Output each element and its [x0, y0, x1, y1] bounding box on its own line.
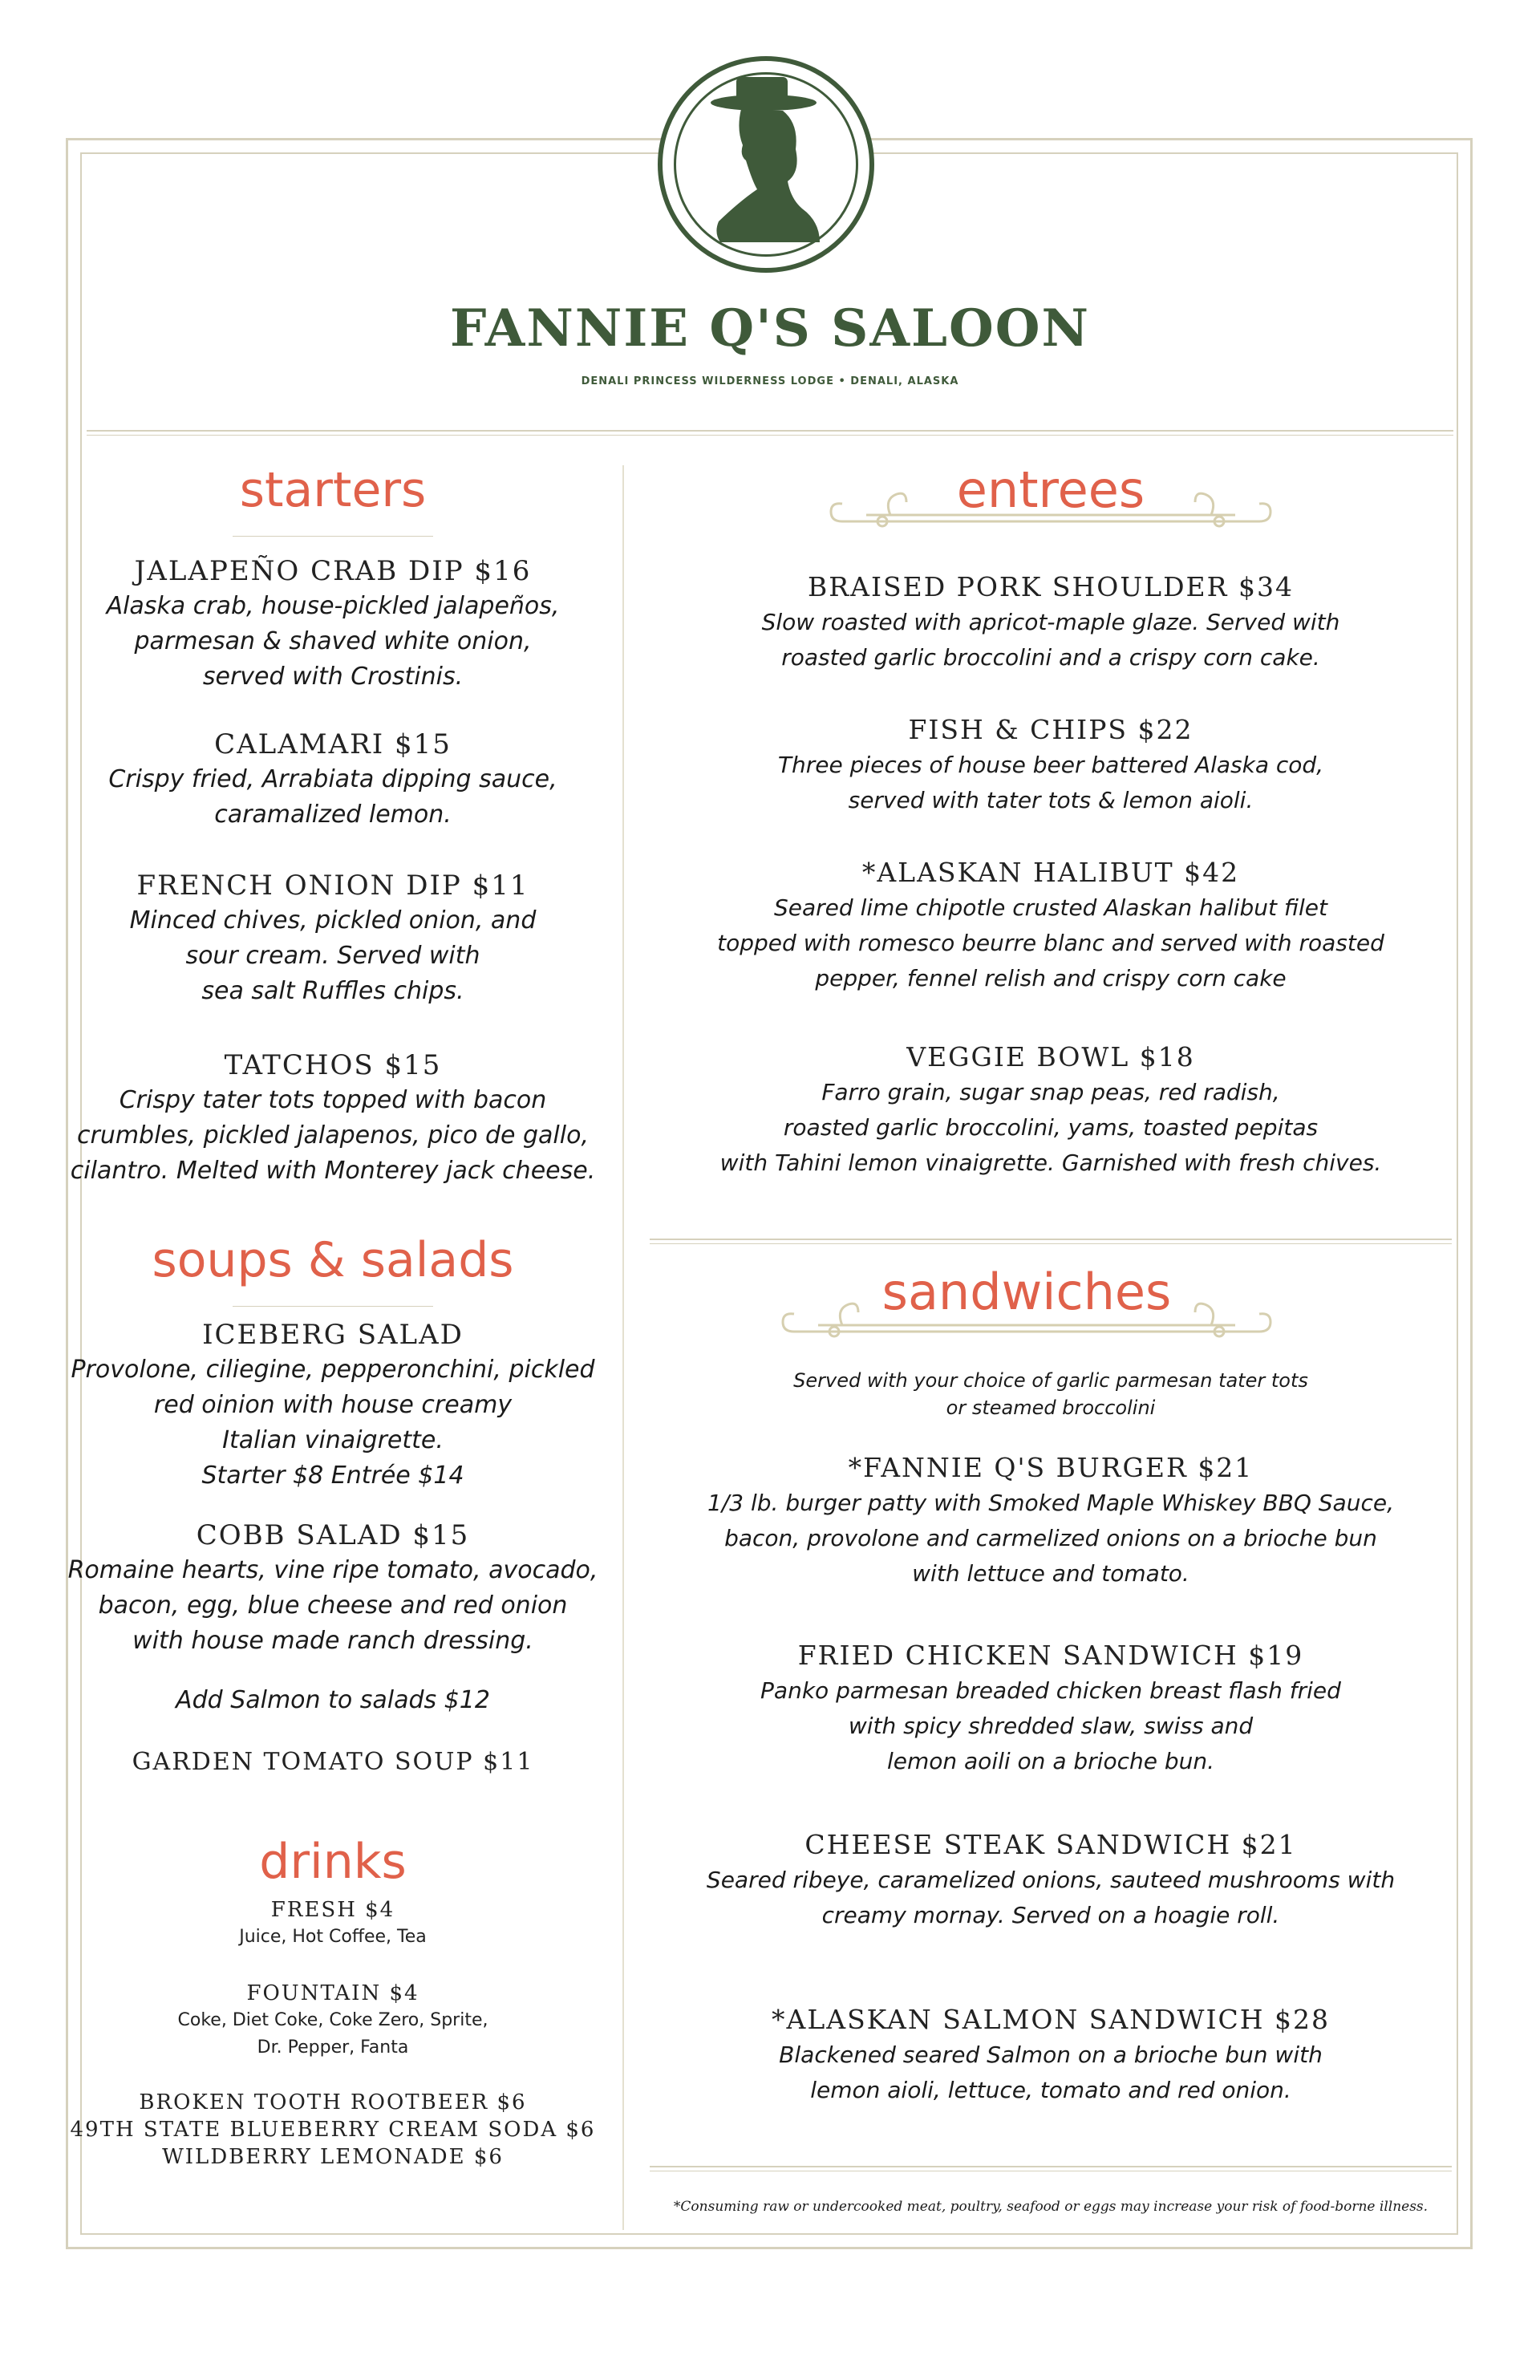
item-name: FOUNTAIN $4	[246, 1981, 419, 2005]
menu-item-veggie-bowl	[634, 1040, 1468, 1181]
item-desc: Italian vinaigrette.	[222, 1426, 444, 1454]
item-desc: with Tahini lemon vinaigrette. Garnished with fresh chives.	[719, 1149, 1382, 1176]
item-desc: crumbles, pickled jalapenos, pico de gallo,	[76, 1121, 589, 1149]
item-desc: lemon aioli, lettuce, tomato and red onion.	[810, 2077, 1291, 2103]
item-desc: Three pieces of house beer battered Alaska cod,	[777, 752, 1324, 778]
drink-special: BROKEN TOOTH ROOTBEER $6	[139, 2090, 527, 2114]
menu-item-braised-pork-shoulder	[634, 570, 1468, 675]
item-desc: 1/3 lb. burger patty with Smoked Maple Whiskey BBQ Sauce,	[707, 1490, 1394, 1516]
item-desc: Alaska crab, house-pickled jalapeños,	[106, 592, 560, 620]
item-desc: Romaine hearts, vine ripe tomato, avocado,	[67, 1556, 598, 1584]
sandwiches-side-note	[634, 1367, 1468, 1421]
item-desc: with spicy shredded slaw, swiss and	[848, 1713, 1254, 1739]
item-desc: creamy mornay. Served on a hoagie roll.	[821, 1902, 1280, 1928]
item-desc: Farro grain, sugar snap peas, red radish,	[821, 1079, 1280, 1105]
item-desc: Seared lime chipotle crusted Alaskan halibut filet	[774, 894, 1327, 921]
drink-specials	[64, 2089, 602, 2171]
menu-item-alaskan-halibut	[634, 855, 1468, 996]
item-desc: topped with romesco beurre blanc and served with roasted	[717, 930, 1384, 956]
item-desc: pepper, fennel relish and crispy corn cake	[815, 965, 1287, 991]
item-name: CALAMARI $15	[214, 728, 452, 760]
item-name: ICEBERG SALAD	[202, 1319, 464, 1351]
brand-name: FANNIE Q'S SALOON	[449, 298, 1091, 359]
item-desc: Seared ribeye, caramelized onions, sauteed mushrooms with	[706, 1867, 1396, 1893]
item-name: COBB SALAD $15	[196, 1519, 470, 1551]
item-desc: Blackened seared Salmon on a brioche bun with	[779, 2041, 1323, 2068]
header-divider	[87, 430, 1453, 432]
food-safety-footnote: *Consuming raw or undercooked meat, poultry, seafood or eggs may increase your risk of food-borne illness.	[673, 2199, 1429, 2215]
drink-fountain	[64, 1980, 602, 2062]
item-desc: with lettuce and tomato.	[912, 1560, 1189, 1587]
sandwiches-divider-thin	[650, 1243, 1452, 1244]
item-name: VEGGIE BOWL $18	[906, 1041, 1195, 1072]
item-name: FRENCH ONION DIP $11	[136, 870, 529, 902]
item-desc: served with Crostinis.	[202, 663, 464, 691]
drink-special: WILDBERRY LEMONADE $6	[162, 2145, 504, 2169]
add-salmon-note: Add Salmon to salads $12	[176, 1686, 490, 1714]
item-desc: Crispy tater tots topped with bacon	[119, 1086, 547, 1114]
item-desc: cilantro. Melted with Monterey jack cheese.	[70, 1157, 596, 1185]
item-desc: with house made ranch dressing.	[132, 1627, 533, 1655]
item-desc: red oinion with house creamy	[153, 1391, 513, 1419]
menu-item-fish-and-chips	[634, 712, 1468, 818]
item-desc: Crispy fried, Arrabiata dipping sauce,	[108, 765, 557, 793]
side-note-line: or steamed broccolini	[946, 1397, 1156, 1419]
item-desc: parmesan & shaved white onion,	[134, 627, 532, 655]
menu-item-jalapeno-crab-dip	[64, 553, 602, 695]
drinks-heading: drinks	[259, 1834, 407, 1890]
item-name: *ALASKAN SALMON SANDWICH $28	[772, 2004, 1330, 2035]
footnote-divider	[650, 2166, 1452, 2167]
item-desc: sea salt Ruffles chips.	[201, 977, 464, 1005]
item-name: JALAPEÑO CRAB DIP $16	[134, 555, 532, 587]
item-name: FRIED CHICKEN SANDWICH $19	[797, 1640, 1304, 1671]
sandwiches-divider	[650, 1239, 1452, 1240]
item-desc: lemon aoili on a brioche bun.	[886, 1748, 1215, 1774]
menu-item-french-onion-dip	[64, 868, 602, 1009]
starters-underline	[233, 536, 433, 537]
item-name: TATCHOS $15	[224, 1049, 442, 1081]
starters-heading: starters	[239, 462, 427, 518]
item-desc: Provolone, ciliegine, pepperonchini, pickled	[71, 1356, 595, 1384]
soups-salads-heading: soups & salads	[152, 1232, 514, 1288]
item-name: *FANNIE Q'S BURGER $21	[848, 1452, 1254, 1483]
silhouette-icon	[663, 61, 869, 268]
item-desc: roasted garlic broccolini and a crispy corn cake.	[781, 644, 1320, 671]
menu-item-fannie-q-burger	[618, 1450, 1484, 1591]
menu-item-iceberg-salad	[56, 1317, 610, 1494]
item-desc: caramalized lemon.	[214, 801, 452, 829]
item-desc: Juice, Hot Coffee, Tea	[239, 1927, 427, 1947]
soups-underline	[233, 1306, 433, 1307]
item-name: CHEESE STEAK SANDWICH $21	[804, 1829, 1297, 1860]
header-divider-thin	[87, 435, 1453, 436]
item-name: BRAISED PORK SHOULDER $34	[808, 571, 1294, 602]
item-desc: Panko parmesan breaded chicken breast flash fried	[760, 1677, 1341, 1704]
menu-item-alaskan-salmon-sandwich	[634, 2002, 1468, 2108]
drink-special: 49TH STATE BLUEBERRY CREAM SODA $6	[70, 2118, 596, 2142]
item-price-options: Starter $8 Entrée $14	[201, 1462, 464, 1490]
item-desc: sour cream. Served with	[185, 942, 480, 970]
sandwiches-heading: sandwiches	[881, 1263, 1172, 1321]
brand-subtitle: DENALI PRINCESS WILDERNESS LODGE • DENALI, ALASKA	[581, 375, 959, 387]
drink-fresh	[64, 1896, 602, 1951]
saloon-logo	[658, 56, 874, 273]
entrees-heading: entrees	[956, 460, 1145, 519]
menu-item-calamari	[64, 727, 602, 833]
item-desc: Coke, Diet Coke, Coke Zero, Sprite,	[177, 2010, 488, 2030]
item-desc: bacon, provolone and carmelized onions on a brioche bun	[724, 1525, 1377, 1551]
item-desc: Slow roasted with apricot-maple glaze. Served with	[761, 609, 1340, 635]
menu-item-cobb-salad	[56, 1518, 610, 1659]
item-desc: Dr. Pepper, Fanta	[257, 2037, 409, 2058]
menu-item-tatchos	[56, 1048, 610, 1189]
item-desc: served with tater tots & lemon aioli.	[848, 787, 1254, 813]
item-name: FRESH $4	[270, 1898, 395, 1922]
menu-item-cheese-steak-sandwich	[634, 1827, 1468, 1933]
menu-item-garden-tomato-soup	[64, 1749, 602, 1776]
item-desc: roasted garlic broccolini, yams, toasted pepitas	[783, 1114, 1319, 1141]
menu-item-fried-chicken-sandwich	[634, 1638, 1468, 1779]
item-name: GARDEN TOMATO SOUP $11	[132, 1748, 534, 1776]
side-note-line: Served with your choice of garlic parmesan tater tots	[793, 1369, 1308, 1392]
item-name: FISH & CHIPS $22	[908, 714, 1194, 745]
item-desc: bacon, egg, blue cheese and red onion	[98, 1591, 568, 1620]
item-name: *ALASKAN HALIBUT $42	[861, 857, 1240, 888]
column-divider	[622, 465, 624, 2230]
item-desc: Minced chives, pickled onion, and	[129, 906, 537, 935]
